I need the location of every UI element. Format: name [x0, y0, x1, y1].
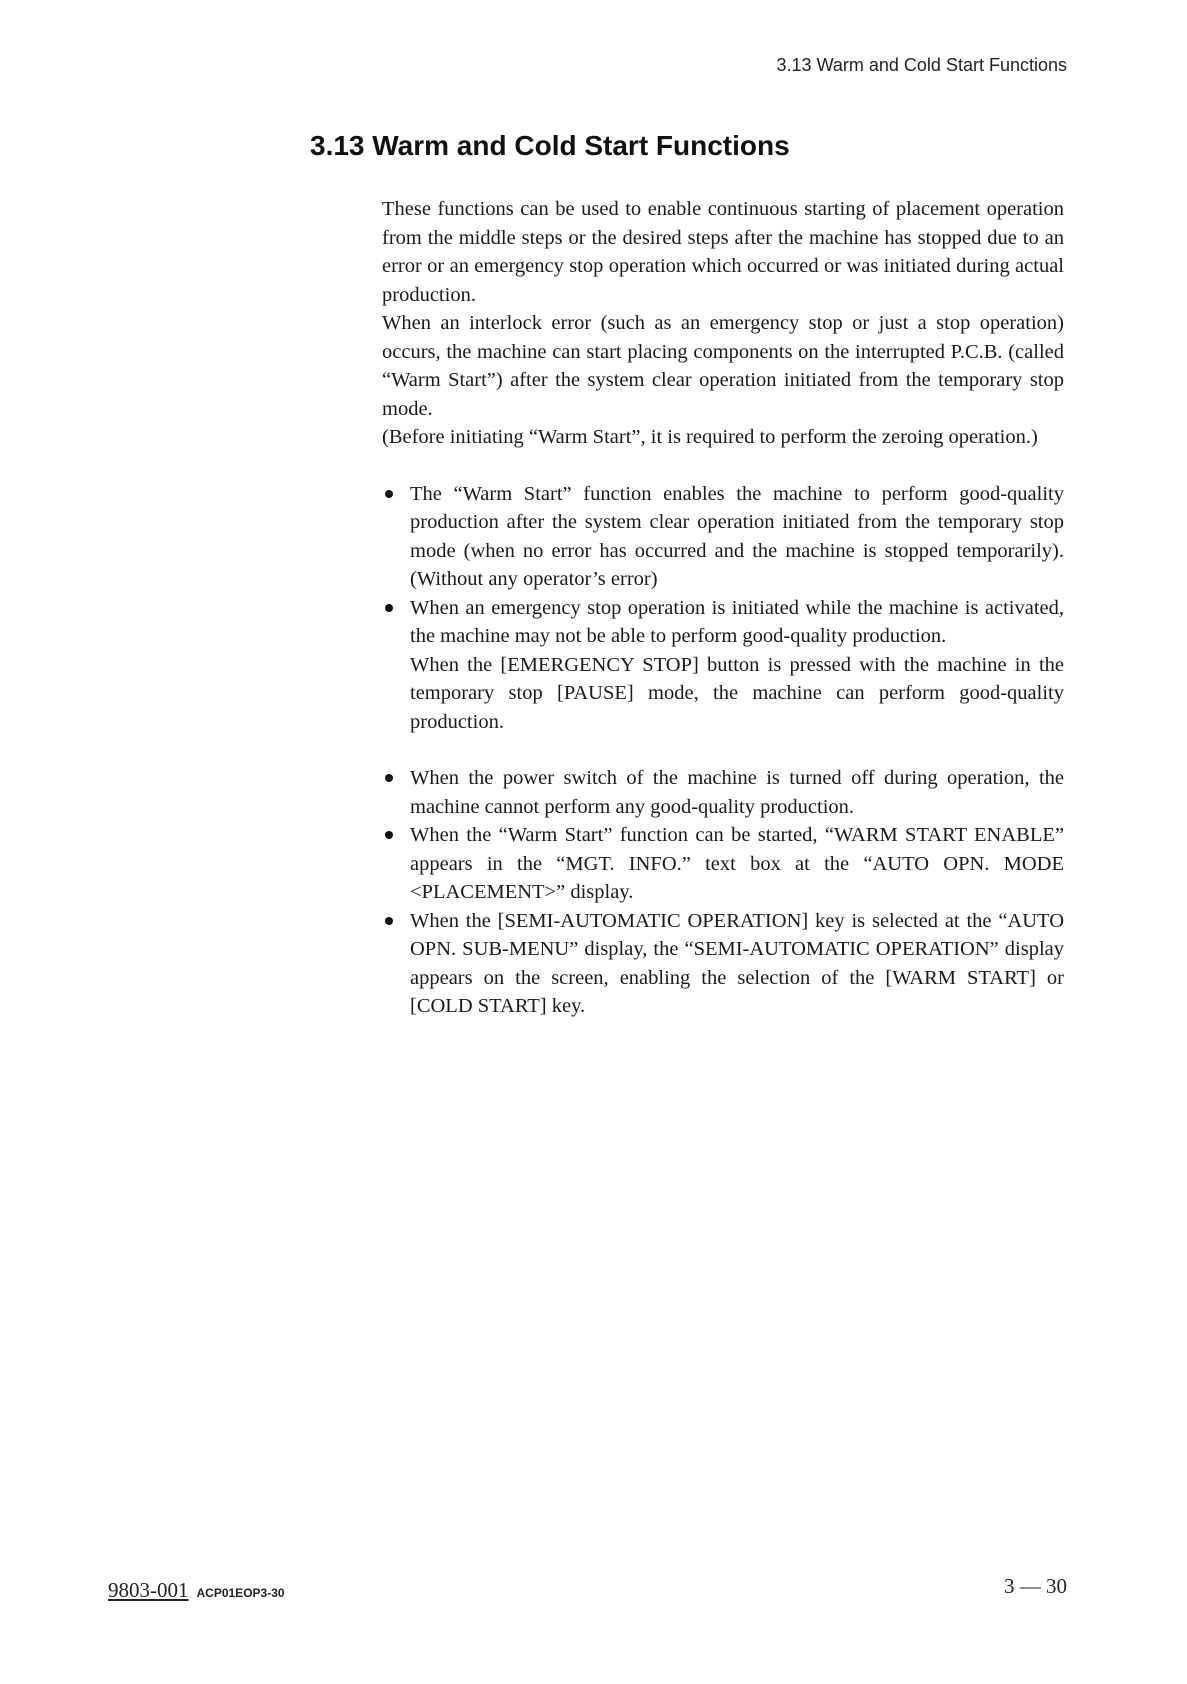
- bullet-dot-icon: [385, 604, 393, 612]
- page-number: 3 — 30: [1004, 1574, 1067, 1598]
- bullet-text: When the power switch of the machine is turned off during operation, the machine cannot perform any good-quality production.: [410, 767, 1064, 818]
- bullet-dot-icon: [385, 917, 393, 925]
- bullet-item: [382, 480, 1064, 594]
- bullet-item: [382, 821, 1064, 907]
- intro-text: [382, 195, 1064, 452]
- bullet-text: When the “Warm Start” function can be started, “WARM START ENABLE” appears in the “MGT. INFO.” text box at the “AUTO OPN. MODE <PLACEMENT>” display.: [410, 824, 1064, 903]
- bullet-item: [382, 907, 1064, 1021]
- intro-paragraph: (Before initiating “Warm Start”, it is required to perform the zeroing operation.): [382, 426, 1038, 448]
- bullet-item: [382, 764, 1064, 821]
- bullet-text: When the [SEMI-AUTOMATIC OPERATION] key is selected at the “AUTO OPN. SUB-MENU” display, the “SEMI-AUTOMATIC OPERATION” display appears on the screen, enabling the selection of the [WARM START] or [COLD START] key.: [410, 909, 1064, 1017]
- intro-paragraph: When an interlock error (such as an emergency stop or just a stop operation) occurs, the machine can start placing components on the interrupted P.C.B. (called “Warm Start”) after the system clear operation initiated from the temporary stop mode.: [382, 312, 1064, 420]
- section-title: 3.13 Warm and Cold Start Functions: [310, 130, 790, 161]
- bullet-text: When an emergency stop operation is initiated while the machine is activated, the machine may not be able to perform good-quality production.: [410, 596, 1064, 647]
- intro-paragraph: These functions can be used to enable continuous starting of placement operation from the middle steps or the desired steps after the machine has stopped due to an error or an emergency stop operation which occurred or was initiated during actual production.: [382, 198, 1064, 306]
- running-header: 3.13 Warm and Cold Start Functions: [776, 55, 1067, 75]
- bullet-item: [382, 594, 1064, 737]
- bullet-dot-icon: [385, 831, 393, 839]
- doc-code: ACP01EOP3-30: [196, 1586, 285, 1600]
- bullet-text: The “Warm Start” function enables the machine to perform good-quality production after the system clear operation initiated from the temporary stop mode (when no error has occurred and the machine is stopped temporarily). (Without any operator’s error): [410, 482, 1064, 590]
- bullet-dot-icon: [385, 490, 393, 498]
- section-body: [382, 195, 1064, 1021]
- bullet-text: When the [EMERGENCY STOP] button is pressed with the machine in the temporary stop [PAUSE] mode, the machine can perform good-quality production.: [410, 653, 1064, 733]
- doc-number: 9803-001: [108, 1578, 189, 1602]
- bullet-dot-icon: [385, 774, 393, 782]
- footer-doc-id: [108, 1578, 285, 1603]
- bullet-list: [382, 480, 1064, 1021]
